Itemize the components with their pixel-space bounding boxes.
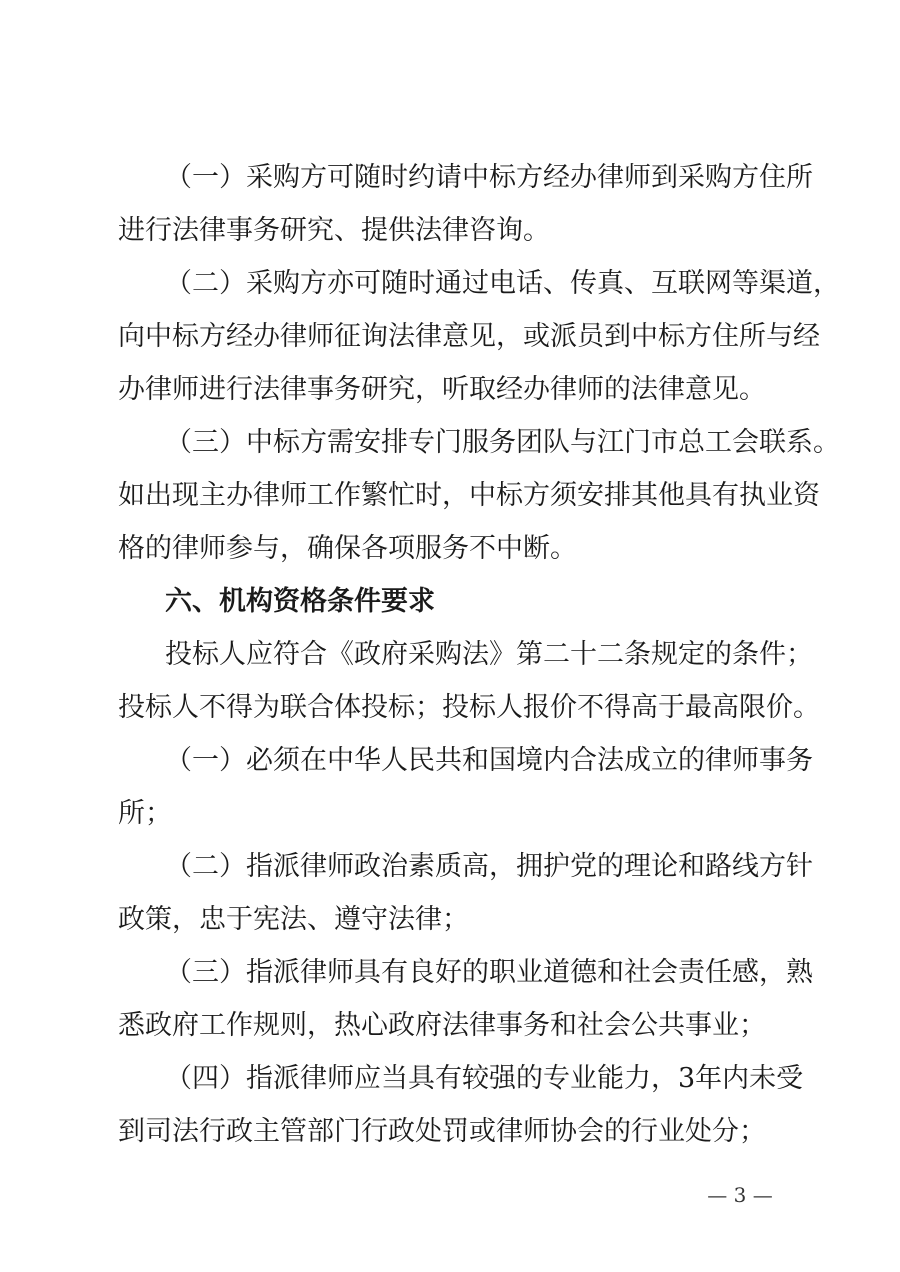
paragraph-line xyxy=(0,1006,900,1046)
paragraph-line xyxy=(0,847,900,887)
paragraph-line xyxy=(0,529,900,569)
page-number: — 3 — xyxy=(707,1183,773,1207)
paragraph-line xyxy=(0,1112,900,1152)
line-text: 政策，忠于宪法、遵守法律； xyxy=(118,904,469,935)
paragraph-line xyxy=(0,635,900,675)
line-text: （一）采购方可随时约请中标方经办律师到采购方住所 xyxy=(165,162,813,193)
line-text: 悉政府工作规则，热心政府法律事务和社会公共事业； xyxy=(118,1010,766,1041)
line-text: 进行法律事务研究、提供法律咨询。 xyxy=(118,215,550,246)
paragraph-line xyxy=(0,1059,900,1099)
paragraph-line xyxy=(0,953,900,993)
line-text: 到司法行政主管部门行政处罚或律师协会的行业处分； xyxy=(118,1116,766,1147)
line-text: （三）指派律师具有良好的职业道德和社会责任感，熟 xyxy=(165,957,813,988)
line-text: 格的律师参与，确保各项服务不中断。 xyxy=(118,533,577,564)
paragraph-line xyxy=(0,370,900,410)
paragraph-line xyxy=(0,900,900,940)
line-text: （二）指派律师政治素质高，拥护党的理论和路线方针 xyxy=(165,851,813,882)
paragraph-line xyxy=(0,476,900,516)
paragraph-line xyxy=(0,688,900,728)
line-text: （四）指派律师应当具有较强的专业能力，3年内未受 xyxy=(165,1063,804,1094)
line-text: 所； xyxy=(118,798,172,829)
line-text: （三）中标方需安排专门服务团队与江门市总工会联系。 xyxy=(165,427,840,458)
paragraph-line xyxy=(0,211,900,251)
line-text: （二）采购方亦可随时通过电话、传真、互联网等渠道， xyxy=(165,268,840,299)
line-text: 向中标方经办律师征询法律意见，或派员到中标方住所与经 xyxy=(118,321,820,352)
section-heading xyxy=(0,582,900,622)
paragraph-line xyxy=(0,794,900,834)
heading-text: 六、机构资格条件要求 xyxy=(165,586,435,617)
line-text: 投标人应符合《政府采购法》第二十二条规定的条件； xyxy=(165,639,813,670)
paragraph-line xyxy=(0,264,900,304)
line-text: 如出现主办律师工作繁忙时，中标方须安排其他具有执业资 xyxy=(118,480,820,511)
line-text: （一）必须在中华人民共和国境内合法成立的律师事务 xyxy=(165,745,813,776)
line-text: 投标人不得为联合体投标；投标人报价不得高于最高限价。 xyxy=(118,692,820,723)
paragraph-line xyxy=(0,741,900,781)
paragraph-line xyxy=(0,317,900,357)
line-text: 办律师进行法律事务研究，听取经办律师的法律意见。 xyxy=(118,374,766,405)
paragraph-line xyxy=(0,423,900,463)
paragraph-line xyxy=(0,158,900,198)
